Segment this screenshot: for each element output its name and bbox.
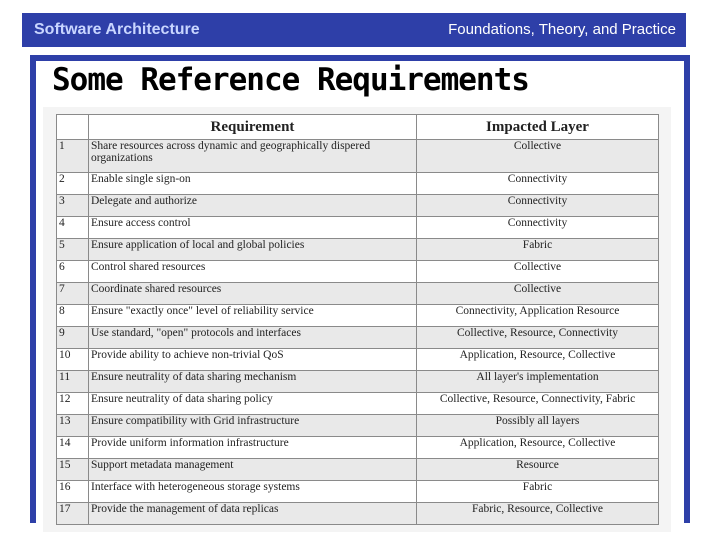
table-row	[57, 327, 659, 349]
requirement-cell: Provide the management of data replicas	[89, 503, 417, 525]
requirement-cell: Provide uniform information infrastructure	[89, 437, 417, 459]
table-row	[57, 140, 659, 173]
table-row	[57, 349, 659, 371]
row-number: 12	[57, 393, 89, 415]
row-number: 7	[57, 283, 89, 305]
row-number: 2	[57, 173, 89, 195]
table-row	[57, 437, 659, 459]
impacted-layer-cell: Connectivity, Application Resource	[417, 305, 659, 327]
requirement-cell: Delegate and authorize	[89, 195, 417, 217]
requirement-cell: Use standard, "open" protocols and interfaces	[89, 327, 417, 349]
row-number: 10	[57, 349, 89, 371]
impacted-layer-cell: Fabric, Resource, Collective	[417, 503, 659, 525]
book-subtitle: Foundations, Theory, and Practice	[448, 21, 676, 38]
row-number: 17	[57, 503, 89, 525]
row-number: 15	[57, 459, 89, 481]
table-row	[57, 217, 659, 239]
impacted-layer-cell: Connectivity	[417, 217, 659, 239]
requirements-table	[56, 114, 659, 525]
requirement-cell: Share resources across dynamic and geographically dispered organizations	[89, 140, 417, 173]
requirement-cell: Support metadata management	[89, 459, 417, 481]
row-number: 4	[57, 217, 89, 239]
requirement-cell: Ensure neutrality of data sharing policy	[89, 393, 417, 415]
impacted-layer-cell: Connectivity	[417, 173, 659, 195]
table-row	[57, 393, 659, 415]
table-row	[57, 239, 659, 261]
impacted-layer-cell: Application, Resource, Collective	[417, 437, 659, 459]
row-number: 14	[57, 437, 89, 459]
impacted-layer-cell: Fabric	[417, 239, 659, 261]
impacted-layer-cell: Collective, Resource, Connectivity, Fabric	[417, 393, 659, 415]
requirement-header: Requirement	[89, 115, 417, 140]
table-row	[57, 173, 659, 195]
requirement-cell: Ensure application of local and global policies	[89, 239, 417, 261]
table-row	[57, 459, 659, 481]
table-row	[57, 195, 659, 217]
impacted-layer-cell: Fabric	[417, 481, 659, 503]
table-row	[57, 261, 659, 283]
table-row	[57, 371, 659, 393]
requirement-cell: Control shared resources	[89, 261, 417, 283]
row-number: 6	[57, 261, 89, 283]
requirement-cell: Enable single sign-on	[89, 173, 417, 195]
impacted-layer-cell: Resource	[417, 459, 659, 481]
table-row	[57, 305, 659, 327]
requirements-table-body	[57, 140, 659, 525]
requirement-cell: Ensure compatibility with Grid infrastructure	[89, 415, 417, 437]
impacted-layer-cell: Application, Resource, Collective	[417, 349, 659, 371]
impacted-layer-cell: Possibly all layers	[417, 415, 659, 437]
impacted-layer-cell: Collective	[417, 261, 659, 283]
row-number: 13	[57, 415, 89, 437]
impacted-layer-cell: Connectivity	[417, 195, 659, 217]
row-number: 1	[57, 140, 89, 173]
table-row	[57, 503, 659, 525]
layer-header: Impacted Layer	[417, 115, 659, 140]
table-header-row	[57, 115, 659, 140]
requirement-cell: Ensure neutrality of data sharing mechanism	[89, 371, 417, 393]
slide-title: Some Reference Requirements	[52, 62, 529, 98]
row-number: 9	[57, 327, 89, 349]
table-row	[57, 283, 659, 305]
row-number: 16	[57, 481, 89, 503]
table-row	[57, 481, 659, 503]
row-number: 5	[57, 239, 89, 261]
row-number: 3	[57, 195, 89, 217]
requirement-cell: Interface with heterogeneous storage systems	[89, 481, 417, 503]
table-row	[57, 415, 659, 437]
row-number: 11	[57, 371, 89, 393]
impacted-layer-cell: Collective	[417, 140, 659, 173]
course-title: Software Architecture	[34, 21, 200, 38]
requirement-cell: Coordinate shared resources	[89, 283, 417, 305]
requirement-cell: Provide ability to achieve non-trivial QoS	[89, 349, 417, 371]
row-number: 8	[57, 305, 89, 327]
requirement-cell: Ensure access control	[89, 217, 417, 239]
requirement-cell: Ensure "exactly once" level of reliability service	[89, 305, 417, 327]
impacted-layer-cell: All layer's implementation	[417, 371, 659, 393]
num-header	[57, 115, 89, 140]
impacted-layer-cell: Collective, Resource, Connectivity	[417, 327, 659, 349]
impacted-layer-cell: Collective	[417, 283, 659, 305]
